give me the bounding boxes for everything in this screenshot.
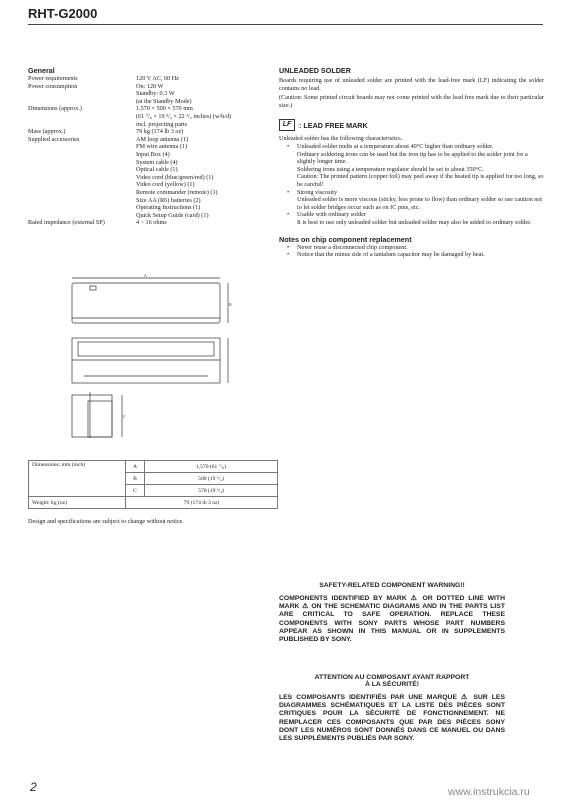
dims-val-b: 500 (19 ³/₄) [145, 473, 278, 485]
safety-warning-en [279, 582, 505, 644]
table-row [29, 461, 278, 473]
diag-label-a: A [144, 273, 147, 278]
spec-value: Quick Setup Guide (card) (1) [136, 211, 209, 219]
spec-value: Size AA (R6) batteries (2) [136, 196, 201, 204]
spec-label: Power consumption [28, 82, 78, 90]
dims-key-a: A [126, 461, 145, 473]
spec-value: Operating Instructions (1) [136, 204, 201, 212]
dims-key-b: B [126, 473, 145, 485]
spec-label: Rated impedance (external SP) [28, 219, 105, 227]
spec-label: Mass (approx.) [28, 128, 66, 136]
unleaded-caution: (Caution: Some printed circuit boards may not come printed with the lead free mark due to their particular size.) [279, 94, 544, 109]
spec-value: Video cord (yellow) (1) [136, 181, 195, 189]
spec-label: Power requirements [28, 75, 78, 82]
spec-value: On: 120 W [136, 82, 164, 90]
unleaded-body: Boards requiring use of unleaded solder are printed with the lead-free mark (LF) indicating the solder contains no lead. [279, 77, 544, 92]
list-item: Caution: The printed pattern (copper foil) may peel away if the heated tip is applied for too long, so be careful! [297, 173, 544, 188]
safety-fr-title-1: ATTENTION AU COMPOSANT AYANT RAPPORT [314, 674, 470, 681]
list-item: • Strong viscosity [279, 189, 544, 197]
list-item: It is best to use only unleaded solder but unleaded solder may also be added to ordinary solder. [297, 218, 532, 226]
lf-mark-icon: LF [279, 119, 295, 131]
list-item: Ordinary soldering irons can be used but the iron tip has to be applied to the solder joint for a slightly longer time. [297, 150, 528, 166]
model-title: RHT-G2000 [28, 6, 98, 21]
safety-warning-fr [279, 674, 505, 743]
dimension-diagram [60, 268, 240, 438]
spec-value: 1,570 × 500 × 570 mm [136, 105, 193, 113]
spec-value: Optical cable (1) [136, 166, 178, 174]
spec-value: System cable (4) [136, 158, 178, 166]
unleaded-title: UNLEADED SOLDER [279, 66, 351, 75]
footnote: Design and specifications are subject to change without notice. [28, 518, 184, 525]
safety-fr-title-2: À LA SÉCURITÉ! [364, 681, 420, 688]
list-item: • Notice that the minus side of a tantalum capacitor may be damaged by heat. [279, 251, 544, 259]
spec-value: (61 ⁷/₈ × 19 ³/₄ × 22 ¹/₂ inches) (w/h/d) [136, 113, 232, 120]
list-item: • Never reuse a disconnected chip component. [279, 244, 544, 252]
list-item: Unleaded solder is more viscous (sticky, less prone to flow) than ordinary solder so use caution not to let solder bridges occur such as on IC pins, etc. [297, 196, 543, 211]
table-row [29, 497, 278, 509]
spec-label: Dimensions (approx.) [28, 105, 82, 113]
list-item: • Unleaded solder melts at a temperature about 40°C higher than ordinary solder. [279, 143, 544, 151]
watermark: www.instrukcia.ru [448, 786, 530, 798]
header-rule [28, 24, 543, 25]
spec-value: incl. projecting parts [136, 120, 188, 128]
dimensions-table [28, 460, 278, 509]
page-number: 2 [30, 780, 37, 794]
lf-intro: Unleaded solder has the following characteristics. [279, 135, 403, 143]
diag-label-b: B [229, 302, 232, 307]
dims-key-c: C [126, 485, 145, 497]
lf-title: : LEAD FREE MARK [299, 121, 368, 131]
dims-val-a: 1,570 (61 ⁷/₈) [145, 461, 278, 473]
weight-value: 79 (174 lb 3 oz) [126, 497, 278, 509]
safety-fr-body: LES COMPOSANTS IDENTIFIÉS PAR UNE MARQUE ⚠ SUR LES DIAGRAMMES SCHÉMATIQUES ET LA LISTE DES PIÈCES SONT CRITIQUES POUR LA SÉCURITÉ DE FONCTIONNEMENT. NE REMPLACER CES COMPOSANTS QUE PAR DES PIÈCES SONY DONT LES NUMÉROS SONT DONNÉS DANS CE MANUEL OU DANS LES SUPPLÉMENTS PUBLIÉS PAR SONY. [279, 694, 505, 743]
spec-value: FM wire antenna (1) [136, 143, 188, 151]
spec-value: (at the Standby Mode) [136, 97, 192, 105]
general-heading: General [28, 66, 55, 75]
dims-val-c: 570 (19 ³/₄) [145, 485, 278, 497]
weight-label: Weight: kg (oz) [29, 497, 126, 509]
safety-en-body: COMPONENTS IDENTIFIED BY MARK ⚠ OR DOTTED LINE WITH MARK ⚠ ON THE SCHEMATIC DIAGRAMS AND IN THE PARTS LIST ARE CRITICAL TO SAFE OPERATION. REPLACE THESE COMPONENTS WITH SONY PARTS WHOSE PART NUMBERS APPEAR AS SHOWN IN THIS MANUAL OR IN SUPPLEMENTS PUBLISHED BY SONY. [279, 595, 505, 644]
spec-value: AM loop antenna (1) [136, 135, 189, 143]
diag-label-c: C [123, 414, 126, 419]
spec-list [0, 75, 290, 265]
spec-value: Remote commander (remote) (1) [136, 189, 218, 196]
safety-en-title: SAFETY-RELATED COMPONENT WARNING!! [319, 582, 465, 589]
spec-value: 120 V AC, 60 Hz [136, 75, 179, 82]
spec-value: 79 kg (174 lb 3 oz) [136, 128, 184, 136]
spec-value: 4 ~ 16 ohms [136, 219, 167, 227]
chip-title: Notes on chip component replacement [279, 234, 412, 244]
spec-value: Input Box (4) [136, 151, 170, 158]
list-item: Soldering irons using a temperature regulator should be set to about 350°C. [297, 165, 484, 173]
spec-value: Standby: 0.3 W [136, 90, 175, 98]
spec-label: Supplied accessories [28, 135, 80, 143]
dims-label: Dimensions: mm (inch) [29, 461, 126, 497]
list-item: • Usable with ordinary solder [279, 211, 544, 219]
spec-value: Video cord (blue/green/red) (1) [136, 173, 214, 181]
unleaded-section [279, 66, 544, 259]
